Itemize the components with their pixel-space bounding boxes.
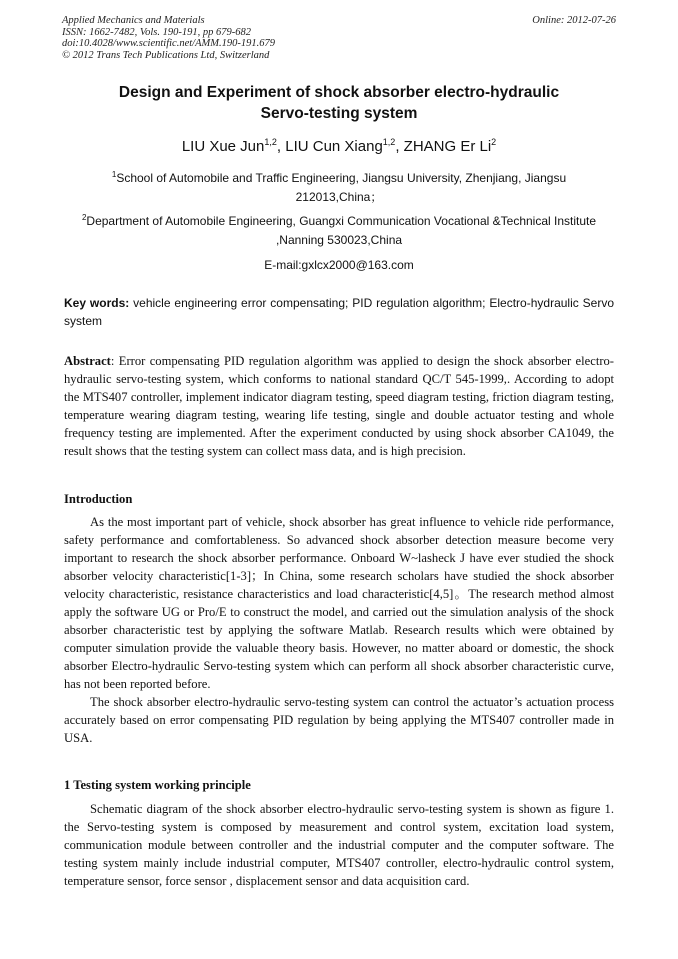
author-name: LIU Cun Xiang — [285, 138, 383, 155]
section-1-heading: 1 Testing system working principle — [64, 778, 251, 792]
author-name: LIU Xue Jun — [181, 138, 265, 155]
author-affiliation-mark: 1,2 — [382, 137, 396, 147]
keywords-text: vehicle engineering error compensating; PID regulation algorithm; Electro-hydraulic Servo system — [64, 296, 614, 328]
introduction-body — [64, 513, 614, 747]
abstract-label: Abstract — [64, 354, 111, 368]
author-affiliation-mark: 2 — [491, 137, 497, 147]
title-line-1: Design and Experiment of shock absorber electro-hydraulic — [118, 84, 560, 101]
keywords — [64, 294, 614, 330]
affiliation-text: School of Automobile and Traffic Engineering, Jiangsu University, Zhenjiang, Jiangsu 212013,China； — [116, 171, 567, 204]
copyright-line: © 2012 Trans Tech Publications Ltd, Switzerland — [62, 49, 270, 61]
keywords-label: Key words: — [64, 296, 130, 310]
author-separator: , — [395, 138, 404, 155]
introduction-paragraph-1: As the most important part of vehicle, shock absorber has great influence to vehicle ride performance, safety performance and comfortableness. So advanced shock absorber detection measure become very important to research the shock absorber performance. Onboard W~lasheck J have ever studied the shock absorber velocity characteristic[1-3]；In China, some research scholars have studied the shock absorber velocity characteristic, resistance characteristics and load characteristic[4,5]。The research method almost apply the software UG or Pro/E to construct the model, and carried out the simulation analysis of the shock absorber characteristic test by applying the software Matlab. Research results which were obtained by computer simulation provide the valuable theory basis. However, no matter aboard or domestic, the shock absorber Electro-hydraulic Servo-testing system which can perform all shock absorber characteristic curve, has not been reported before. — [64, 515, 614, 691]
affiliation-1 — [80, 169, 598, 207]
affiliation-mark: 1 — [111, 170, 117, 179]
journal-header — [62, 15, 616, 61]
abstract — [64, 352, 614, 460]
abstract-text: : Error compensating PID regulation algorithm was applied to design the shock absorber electro-hydraulic servo-testing system, which conforms to national standard QC/T 545-1999,. According to adopt the MTS407 controller, implement indicator diagram testing, speed diagram testing, friction diagram testing, temperature wearing diagram testing, wearing life testing, single and double actuator testing and whole frequency testing are implemented. After the experiment conducted by using shock absorber CA1049, the result shows that the testing system can collect mass data, and is high precision. — [64, 354, 614, 458]
title-line-2: Servo-testing system — [260, 105, 418, 122]
online-date: Online: 2012-07-26 — [532, 15, 616, 26]
author-separator: , — [276, 138, 286, 155]
affiliation-2 — [80, 212, 598, 250]
section-1-paragraph-1: Schematic diagram of the shock absorber electro-hydraulic servo-testing system is shown as figure 1. the Servo-testing system is composed by measurement and control system, excitation load system, communication module between controller and the industrial computer and the computer software. The testing system mainly include industrial computer, MTS407 controller, electro-hydraulic control system, temperature sensor, force sensor , displacement sensor and data acquisition card. — [64, 802, 614, 888]
section-1-body — [64, 800, 614, 890]
introduction-paragraph-2: The shock absorber electro-hydraulic servo-testing system can control the actuator’s actuation process accurately based on error compensating PID regulation by being applying the MTS407 controller made in USA. — [64, 695, 614, 745]
doi-line: doi:10.4028/www.scientific.net/AMM.190-191.679 — [62, 38, 275, 49]
contact-email: E-mail:gxlcx2000@163.com — [264, 258, 414, 272]
affiliation-text: Department of Automobile Engineering, Guangxi Communication Vocational &Technical Institute ,Nanning 530023,China — [86, 214, 597, 247]
author-name: ZHANG Er Li — [403, 138, 492, 155]
issn-line: ISSN: 1662-7482, Vols. 190-191, pp 679-682 — [62, 26, 251, 38]
affiliation-mark: 2 — [81, 213, 87, 222]
journal-name: Applied Mechanics and Materials — [62, 15, 205, 26]
paper-title — [60, 82, 618, 124]
author-affiliation-mark: 1,2 — [264, 137, 277, 147]
introduction-heading: Introduction — [64, 492, 133, 506]
author-list — [60, 137, 618, 157]
